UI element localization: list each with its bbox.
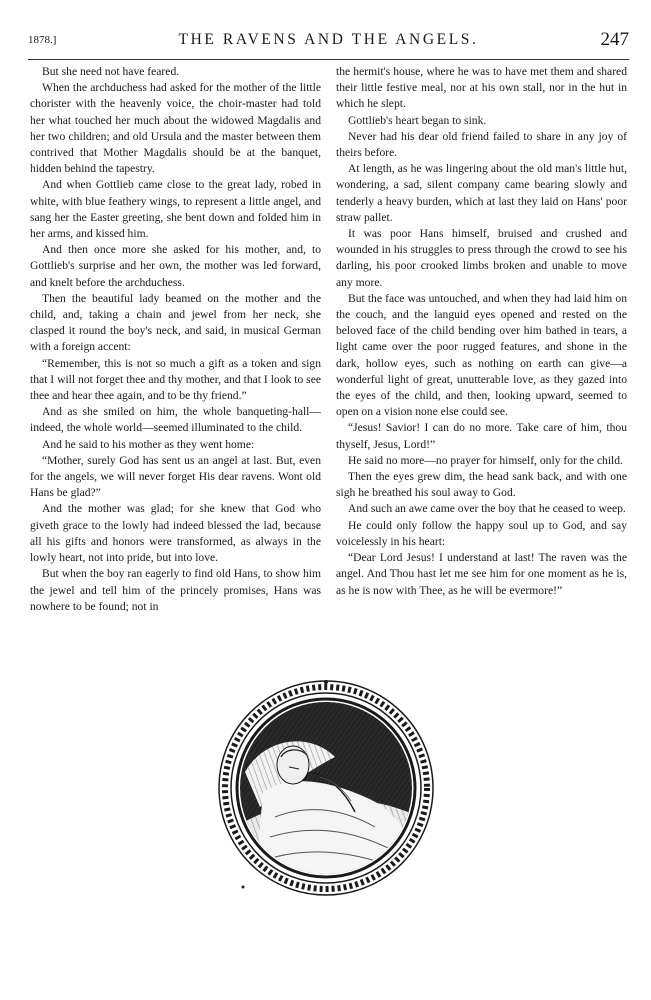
page-number: 247 [600,29,629,50]
paragraph: “Jesus! Savior! I can do no more. Take care of him, thou thyself, Jesus, Lord!” [336,421,627,451]
paragraph: But she need not have feared. [42,65,180,78]
paragraph: But when the boy ran eagerly to find old Hans, to show him the jewel and tell him of the princely promises, Hans was nowhere to be found; not in [30,567,321,613]
paragraph: the hermit's house, where he was to have met them and shared their little festive meal, nor at his own stall, nor in the hut in which he slept. [336,65,627,111]
running-head [28,31,629,57]
paragraph: He could only follow the happy soul up to God, and say voicelessly in his heart: [336,518,627,548]
paragraph: “Mother, surely God has sent us an angel at last. But, even for the angels, we will never forget His dear ravens. Wont old Hans be glad?” [30,453,321,500]
deathbed-vignette-illustration [215,677,437,899]
header-rule [28,59,629,60]
paragraph: And the mother was glad; for she knew that God who giveth grace to the lowly had indeed blessed the lad, because all his gifts and honors were transformed, as always in the lowly heart, not into pride, but into love. [30,502,321,565]
issue-date: 1878.] [28,34,57,46]
article-title: THE RAVENS AND THE ANGELS. [178,31,479,48]
paragraph: And when Gottlieb came close to the great lady, robed in white, with blue feathery wings, to represent a little angel, and sang her the Easter greeting, she bent down and folded him in her arms, and kissed him. [30,178,321,241]
paragraph: At length, as he was lingering about the old man's little hut, wondering, a sad, silent company came bearing slowly and tenderly a heavy burden, which at last they laid on Hans' poor straw pallet. [336,162,627,224]
paragraph: Never had his dear old friend failed to share in any joy of theirs before. [336,129,627,160]
right-column [336,64,627,599]
paragraph: Gottlieb's heart began to sink. [348,113,487,127]
paragraph: But the face was untouched, and when they had laid him on the couch, and the languid eyes opened and rested on the beloved face of the child bending over him bathed in tears, a light came over the poor rugged features, and shone in the dark, hollow eyes, such as nothing on earth can give—a wonderful light of great, unutterable love, as they gazed into the eyes of the child, and then, looking upward, seemed to open on a vision none else could see. [336,291,627,419]
paragraph: And he said to his mother as they went home: [42,437,255,451]
left-column [30,64,321,615]
paragraph: Then the beautiful lady beamed on the mother and the child, and, taking a chain and jewel from her neck, she clasped it round the boy's neck, and said, in musical German with a foreign accent: [30,291,321,354]
paragraph: Then the eyes grew dim, the head sank back, and with one sigh he breathed his soul away to God. [336,470,627,500]
paragraph: He said no more—no prayer for himself, only for the child. [348,453,623,467]
paragraph: And then once more she asked for his mother, and, to Gottlieb's surprise and her own, the mother was led forward, and knelt before the archduchess. [30,243,321,289]
paragraph: “Remember, this is not so much a gift as a token and sign that I will not forget thee and thy mother, and that I look to see thee and hear thee again, and to be thy friend.” [30,356,321,403]
paragraph: When the archduchess had asked for the mother of the little chorister with the heavenly voice, the choir-master had told her what touched her much about the widowed Magdalis and her two children; and old Ursula and the master between them contrived that Mother Magdalis should be at the banquet, hidden behind the tapestry. [30,81,321,176]
paragraph: And such an awe came over the boy that he ceased to weep. [348,502,626,516]
paragraph: It was poor Hans himself, bruised and crushed and wounded in his struggles to press through the crowd to see his darling, his poor crooked limbs broken and unable to move any more. [336,227,627,289]
paragraph: “Dear Lord Jesus! I understand at last! The raven was the angel. And Thou hast let me see him for one moment as he is, as he is now with Thee, as he will be evermore!” [336,551,627,597]
paragraph: And as she smiled on him, the whole banqueting-hall—indeed, the whole world—seemed illuminated to the child. [30,405,321,435]
